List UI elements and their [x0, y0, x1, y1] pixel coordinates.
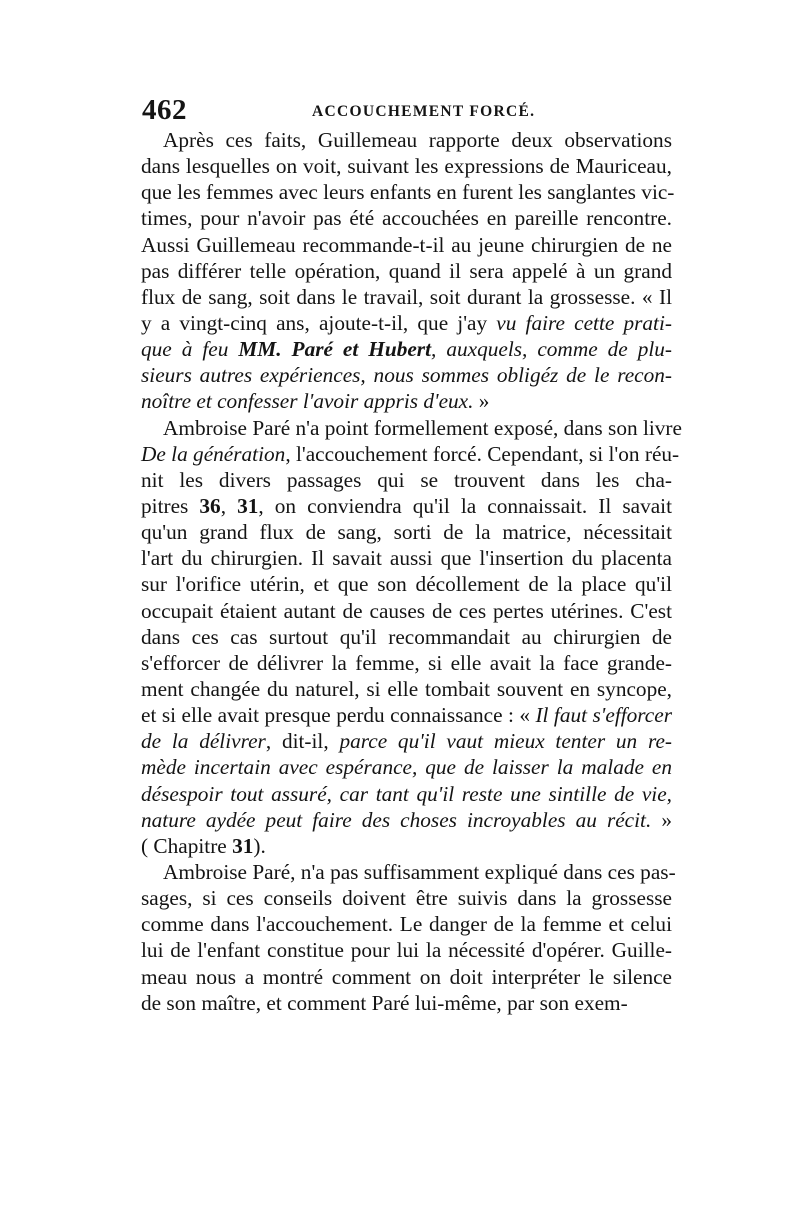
text-line	[141, 781, 672, 807]
text-segment: parce qu'il vaut mieux tenter un re-	[339, 729, 672, 754]
paragraph	[141, 415, 682, 859]
text-line	[141, 676, 672, 702]
text-segment: meau nous a montré comment on doit interpréter le silence	[141, 964, 672, 989]
text-segment: de son maître, et comment Paré lui-même, par son exem-	[141, 990, 628, 1015]
text-line	[141, 859, 676, 885]
text-segment: times, pour n'avoir pas été accouchées en pareille rencontre.	[141, 206, 672, 231]
text-line	[141, 754, 672, 780]
text-segment: Il faut s'efforcer	[535, 703, 672, 728]
text-line	[141, 702, 672, 728]
text-line	[141, 362, 672, 388]
text-segment: pas différer telle opération, quand il sera appelé à un grand	[141, 258, 672, 283]
page-number: 462	[142, 94, 187, 126]
text-segment: que à feu	[141, 337, 239, 362]
text-segment: 31	[237, 493, 259, 518]
text-segment: ,	[220, 493, 238, 518]
text-segment: Aussi Guillemeau recommande-t-il au jeune chirurgien de ne	[141, 232, 672, 257]
text-segment: occupait étaient autant de causes de ces pertes utérines. C'est	[141, 598, 672, 623]
text-segment: lui de l'enfant constitue pour lui la nécessité d'opérer. Guille-	[141, 938, 672, 963]
text-segment: De la génération	[141, 441, 286, 466]
text-line	[141, 937, 672, 963]
text-segment: ( Chapitre	[141, 833, 233, 858]
text-segment: MM. Paré et Hubert	[238, 337, 432, 362]
text-segment: »	[473, 389, 490, 414]
text-line	[141, 493, 672, 519]
text-line	[141, 441, 680, 467]
text-segment: y a vingt-cinq ans, ajoute-t-il, que j'ay	[141, 310, 497, 335]
text-segment: qu'un grand flux de sang, sorti de la matrice, nécessitait	[141, 520, 672, 545]
text-line	[141, 519, 672, 545]
text-segment: de la délivrer	[141, 729, 266, 754]
text-segment: sur l'orifice utérin, et que son décollement de la place qu'il	[141, 572, 672, 597]
text-line	[141, 284, 672, 310]
text-line	[141, 964, 672, 990]
text-line	[141, 911, 672, 937]
text-segment: sieurs autres expériences, nous sommes obligéz de le recon-	[141, 363, 672, 388]
text-line	[141, 545, 672, 571]
text-segment: désespoir tout assuré, car tant qu'il reste une sintille de vie,	[141, 781, 672, 806]
text-segment: »	[651, 807, 672, 832]
text-line	[141, 388, 672, 414]
text-line	[141, 415, 682, 441]
text-line	[141, 728, 672, 754]
text-segment: nature aydée peut faire des choses incroyables au récit.	[141, 807, 652, 832]
text-segment: et si elle avait presque perdu connaissance : «	[141, 703, 536, 728]
text-segment: comme dans l'accouchement. Le danger de la femme et celui	[141, 912, 672, 937]
text-segment: 36	[199, 493, 221, 518]
page-header	[142, 94, 672, 126]
text-segment: nit les divers passages qui se trouvent dans les cha-	[141, 467, 672, 492]
text-line	[141, 205, 672, 231]
text-segment: Ambroise Paré, n'a pas suffisamment expliqué dans ces pas-	[163, 859, 676, 884]
text-segment: , dit-il,	[265, 729, 340, 754]
text-line	[141, 179, 675, 205]
text-line	[141, 336, 672, 362]
text-line	[141, 153, 672, 179]
text-segment: dans lesquelles on voit, suivant les expressions de Mauriceau,	[141, 154, 672, 179]
text-segment: l'art du chirurgien. Il savait aussi que l'insertion du placenta	[141, 546, 672, 571]
text-segment: vu faire cette prati-	[496, 310, 672, 335]
text-segment: ).	[253, 833, 266, 858]
paragraph	[141, 859, 676, 1016]
text-line	[141, 624, 672, 650]
text-segment: , auxquels, comme de plu-	[431, 337, 673, 362]
text-segment: 31	[232, 833, 254, 858]
text-segment: flux de sang, soit dans le travail, soit durant la grossesse. « Il	[141, 284, 672, 309]
text-segment: que les femmes avec leurs enfants en furent les sanglantes vic-	[141, 180, 675, 205]
text-line	[141, 650, 672, 676]
text-segment: noître et confesser l'avoir appris d'eux.	[141, 389, 474, 414]
body-text	[141, 127, 682, 1016]
text-line	[141, 571, 672, 597]
text-line	[141, 127, 672, 153]
text-segment: dans ces cas surtout qu'il recommandait au chirurgien de	[141, 624, 672, 649]
text-segment: pitres	[141, 493, 200, 518]
text-segment: mède incertain avec espérance, que de laisser la malade en	[141, 755, 672, 780]
running-title: ACCOUCHEMENT FORCÉ.	[312, 103, 536, 120]
text-segment: , on conviendra qu'il la connaissait. Il savait	[258, 493, 673, 518]
text-line	[141, 310, 672, 336]
text-line	[141, 598, 672, 624]
text-line	[141, 258, 672, 284]
text-line	[141, 232, 672, 258]
text-line	[141, 833, 672, 859]
text-segment: s'efforcer de délivrer la femme, si elle avait la face grande-	[141, 650, 672, 675]
text-line	[141, 990, 672, 1016]
text-segment: , l'accouchement forcé. Cependant, si l'on réu-	[285, 441, 680, 466]
text-line	[141, 807, 672, 833]
text-line	[141, 467, 672, 493]
paragraph	[141, 127, 675, 415]
text-line	[141, 885, 672, 911]
text-segment: Après ces faits, Guillemeau rapporte deux observations	[163, 128, 672, 152]
text-segment: Ambroise Paré n'a point formellement exposé, dans son livre	[163, 415, 682, 440]
text-segment: sages, si ces conseils doivent être suivis dans la grossesse	[141, 886, 672, 911]
text-segment: ment changée du naturel, si elle tombait souvent en syncope,	[141, 676, 672, 701]
